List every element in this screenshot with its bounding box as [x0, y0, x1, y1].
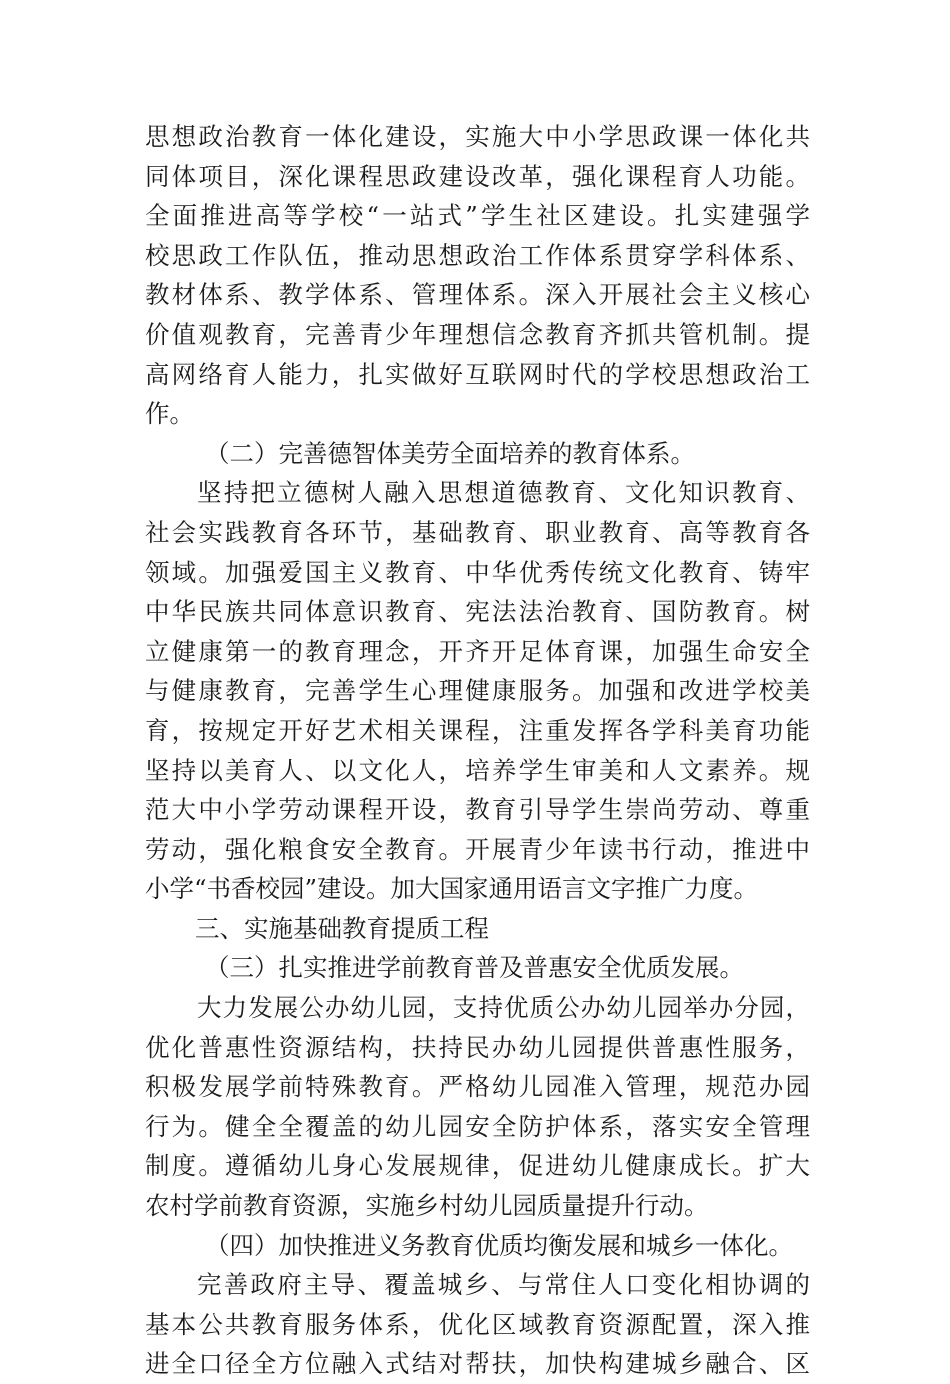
body-line: 全面推进高等学校“一站式”学生社区建设。扎实建强学	[145, 201, 810, 231]
body-line: 范大中小学劳动课程开设，教育引导学生崇尚劳动、尊重	[145, 795, 810, 825]
body-line: 思想政治教育一体化建设，实施大中小学思政课一体化共	[145, 122, 810, 151]
body-line: 基本公共教育服务体系，优化区域教育资源配置，深入推	[145, 1309, 810, 1339]
body-line: 完善政府主导、覆盖城乡、与常住人口变化相协调的	[197, 1270, 810, 1300]
body-line: 同体项目，深化课程思政建设改革，强化课程育人功能。	[145, 161, 810, 191]
body-line: 劳动，强化粮食安全教育。开展青少年读书行动，推进中	[145, 834, 810, 864]
body-line: 育，按规定开好艺术相关课程，注重发挥各学科美育功能	[145, 715, 810, 745]
subheading: （四）加快推进义务教育优质均衡发展和城乡一体化。	[205, 1230, 793, 1260]
body-line: 制度。遵循幼儿身心发展规律，促进幼儿健康成长。扩大	[145, 1151, 810, 1181]
body-line: 领域。加强爱国主义教育、中华优秀传统文化教育、铸牢	[145, 557, 810, 587]
body-line: 进全口径全方位融入式结对帮扶，加快构建城乡融合、区	[145, 1349, 810, 1379]
body-line: 教材体系、教学体系、管理体系。深入开展社会主义核心	[145, 280, 810, 310]
body-line: 中华民族共同体意识教育、宪法法治教育、国防教育。树	[145, 597, 810, 627]
body-line: 校思政工作队伍，推动思想政治工作体系贯穿学科体系、	[145, 240, 810, 270]
body-line: 坚持以美育人、以文化人，培养学生审美和人文素养。规	[145, 755, 810, 785]
body-line: 优化普惠性资源结构，扶持民办幼儿园提供普惠性服务，	[145, 1032, 810, 1062]
body-line: 农村学前教育资源，实施乡村幼儿园质量提升行动。	[145, 1191, 709, 1221]
subheading: （三）扎实推进学前教育普及普惠安全优质发展。	[205, 953, 744, 983]
body-line: 行为。健全全覆盖的幼儿园安全防护体系，落实安全管理	[145, 1111, 810, 1141]
body-line: 社会实践教育各环节，基础教育、职业教育、高等教育各	[145, 517, 810, 547]
body-line: 价值观教育，完善青少年理想信念教育齐抓共管机制。提	[145, 319, 810, 349]
body-line: 立健康第一的教育理念，开齐开足体育课，加强生命安全	[145, 636, 810, 666]
body-line: 作。	[145, 399, 194, 429]
body-line: 积极发展学前特殊教育。严格幼儿园准入管理，规范办园	[145, 1072, 810, 1102]
document-body	[145, 117, 810, 1384]
body-line: 与健康教育，完善学生心理健康服务。加强和改进学校美	[145, 676, 810, 706]
section-heading: 三、实施基础教育提质工程	[195, 913, 489, 943]
body-line: 大力发展公办幼儿园，支持优质公办幼儿园举办分园，	[197, 993, 810, 1023]
body-line: 高网络育人能力，扎实做好互联网时代的学校思想政治工	[145, 359, 810, 389]
body-line: 小学“书香校园”建设。加大国家通用语言文字推广力度。	[145, 874, 759, 904]
subheading: （二）完善德智体美劳全面培养的教育体系。	[205, 438, 695, 468]
body-line: 坚持把立德树人融入思想道德教育、文化知识教育、	[197, 478, 810, 508]
